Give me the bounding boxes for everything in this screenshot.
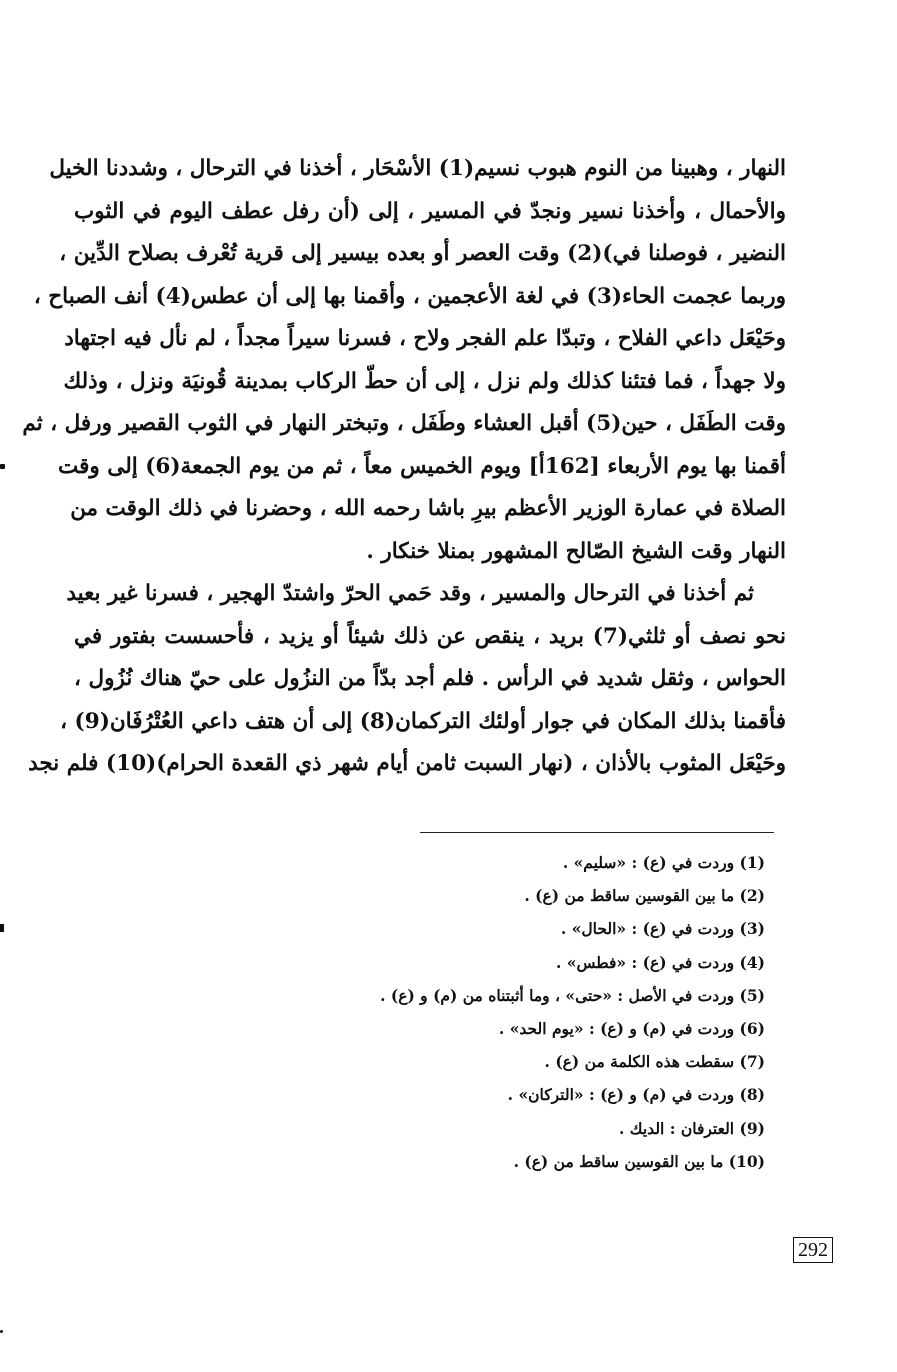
footnote: (3) وردت في (ع) : «الحال» . [560, 919, 765, 939]
footnote: (5) وردت في الأصل : «حتى» ، وما أثبتناه من (م) و (ع) . [380, 985, 765, 1005]
text-line: وحَيْعَل داعي الفلاح ، وتبدّا علم الفجر ولاح ، فسرنا سيراً مجداً ، لم نأل فيه اجتهاد [64, 326, 786, 351]
footnote: (10) ما بين القوسين ساقط من (ع) . [513, 1151, 765, 1171]
text-line: والأحمال ، وأخذنا نسير ونجدّ في المسير ، إلى (أن رفل عطف اليوم في الثوب [74, 198, 786, 224]
footnote: (7) سقطت هذه الكلمة من (ع) . [544, 1052, 765, 1072]
text-line: وربما عجمت الحاء(3) في لغة الأعجمين ، وأقمنا بها إلى أن عطس(4) أنف الصباح ، [33, 283, 786, 309]
footnote-separator [420, 832, 774, 833]
main-text [22, 148, 786, 786]
footnote: (6) وردت في (م) و (ع) : «يوم الحد» . [498, 1019, 765, 1039]
page-number: 292 [793, 1237, 833, 1263]
text-line: النهار ، وهبينا من النوم هبوب نسيم(1) الأسْحَار ، أخذنا في الترحال ، وشددنا الخيل [49, 156, 786, 181]
scan-speck [0, 924, 4, 932]
text-line: فأقمنا بذلك المكان في جوار أولئك التركمان(8) إلى أن هتف داعي العُتْرُفَان(9) ، [60, 708, 786, 734]
text-line: ثم أخذنا في الترحال والمسير ، وقد حَمي الحرّ واشتدّ الهجير ، فسرنا غير بعيد [66, 581, 754, 606]
footnotes [330, 846, 765, 1178]
footnote: (2) ما بين القوسين ساقط من (ع) . [524, 886, 765, 906]
scan-speck [0, 1330, 3, 1333]
text-line: النضير ، فوصلنا في)(2) وقت العصر أو بعده بيسير إلى قرية تُعْرف بصلاح الدِّين ، [59, 241, 786, 266]
text-line: وحَيْعَل المثوب بالأذان ، (نهار السبت ثامن أيام شهر ذي القعدة الحرام)(10) فلم نجد [28, 751, 786, 776]
text-line: نحو نصف أو ثلثي(7) بريد ، ينقص عن ذلك شيئاً أو يزيد ، فأحسست بفتور في [74, 623, 786, 649]
footnote: (4) وردت في (ع) : «فطس» . [556, 952, 765, 972]
text-line: أقمنا بها يوم الأربعاء [162أ] ويوم الخميس معاً ، ثم من يوم الجمعة(6) إلى وقت [58, 453, 786, 479]
text-line: الصلاة في عمارة الوزير الأعظم بيرِ باشا رحمه الله ، وحضرنا في ذلك الوقت من [70, 496, 786, 521]
scan-speck [0, 464, 5, 469]
text-line: وقت الطَفَل ، حين(5) أقبل العشاء وطَفَل ، وتبختر النهار في الثوب القصير ورفل ، ثم [22, 411, 786, 436]
footnote: (8) وردت في (م) و (ع) : «التركان» . [507, 1085, 765, 1105]
footnote: (9) العترفان : الديك . [619, 1118, 765, 1138]
footnote: (1) وردت في (ع) : «سليم» . [562, 853, 765, 872]
text-line: النهار وقت الشيخ الصّالح المشهور بمنلا خنكار . [366, 538, 786, 564]
text-line: ولا جهداً ، فما فتئنا كذلك ولم نزل ، إلى أن حطّ الركاب بمدينة قُونيَة ونزل ، وذلك [63, 368, 786, 394]
text-line: الحواس ، وثقل شديد في الرأس . فلم أجد بدّاً من النزُول على حيّ هناك نُزُول ، [74, 666, 786, 691]
